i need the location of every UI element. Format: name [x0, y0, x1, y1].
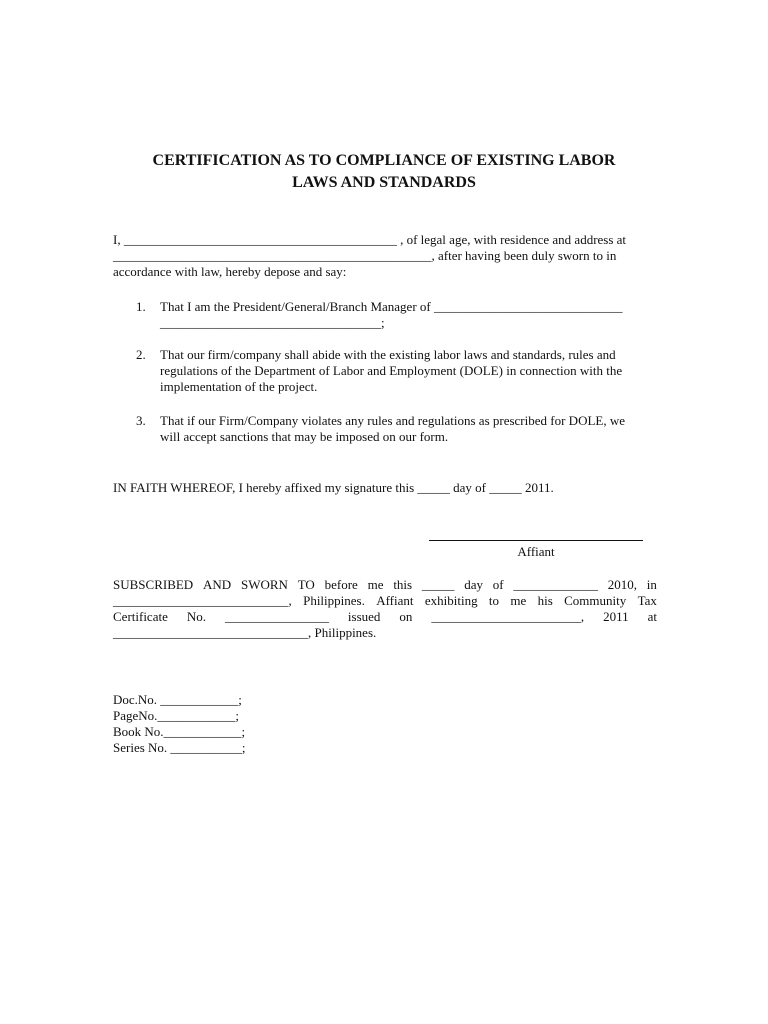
word: before	[324, 577, 358, 592]
list-number: 3.	[136, 413, 146, 428]
notary-details	[113, 692, 246, 756]
word: at	[647, 609, 657, 624]
intro-line-1: I, __________________________________________ , of legal age, with residence and address at	[113, 232, 627, 247]
list-item-text	[160, 347, 622, 395]
list-item-text	[160, 413, 625, 445]
list-number: 2.	[136, 347, 146, 362]
title-line-1: CERTIFICATION AS TO COMPLIANCE OF EXISTING LABOR	[152, 152, 616, 169]
list-item-line: That if our Firm/Company violates any rules and regulations as prescribed for DOLE, we	[160, 413, 625, 428]
word: 2010,	[607, 577, 637, 592]
document-title	[100, 150, 668, 194]
sworn-line-3	[113, 609, 657, 625]
word: TO	[297, 577, 315, 592]
intro-line-3: accordance with law, hereby depose and say:	[113, 264, 347, 279]
word: _______________________,	[431, 609, 585, 624]
word: Community	[564, 593, 627, 608]
series-number: Series No. ___________;	[113, 740, 246, 755]
word: on	[399, 609, 413, 624]
list-item-line: That our firm/company shall abide with the existing labor laws and standards, rules and	[160, 347, 616, 362]
word: SUBSCRIBED	[113, 577, 194, 592]
book-number: Book No.____________;	[113, 724, 246, 739]
word: issued	[347, 609, 381, 624]
list-item-line: regulations of the Department of Labor and Employment (DOLE) in connection with the	[160, 363, 623, 378]
word: ___________________________,	[113, 593, 292, 608]
list-item-line: will accept sanctions that may be imposed on our form.	[160, 429, 449, 444]
word: his	[537, 593, 553, 608]
sworn-line-2	[113, 593, 657, 609]
word: No.	[186, 609, 206, 624]
intro-paragraph	[113, 232, 653, 280]
word: Certificate	[113, 609, 168, 624]
word: in	[646, 577, 657, 592]
page-number: PageNo.____________;	[113, 708, 240, 723]
word: me	[367, 577, 384, 592]
signature-line	[429, 540, 643, 541]
title-line-2: LAWS AND STANDARDS	[292, 174, 476, 191]
word: 2011	[603, 609, 629, 624]
list-item-line: __________________________________;	[160, 315, 385, 330]
intro-line-2: _________________________________________________, after having been duly sworn to in	[113, 248, 617, 263]
list-item-line: That I am the President/General/Branch Manager of _____________________________	[160, 299, 623, 314]
word: Tax	[637, 593, 657, 608]
list-number: 1.	[136, 299, 146, 314]
word: Philippines.	[303, 593, 365, 608]
word: of	[492, 577, 504, 592]
word: to	[488, 593, 500, 608]
word: this	[393, 577, 413, 592]
list-item-text	[160, 299, 622, 331]
doc-number: Doc.No. ____________;	[113, 692, 242, 707]
word: Affiant	[376, 593, 414, 608]
list-item-line: implementation of the project.	[160, 379, 318, 394]
faith-statement: IN FAITH WHEREOF, I hereby affixed my signature this _____ day of _____ 2011.	[113, 480, 554, 495]
word: SWORN	[240, 577, 288, 592]
word: me	[510, 593, 527, 608]
affiant-label: Affiant	[517, 544, 555, 559]
word: AND	[203, 577, 232, 592]
word: ________________	[224, 609, 329, 624]
word: exhibiting	[424, 593, 478, 608]
sworn-paragraph	[113, 577, 657, 641]
word: _____	[421, 577, 455, 592]
sworn-line-1	[113, 577, 657, 593]
word: _____________	[513, 577, 598, 592]
word: day	[464, 577, 483, 592]
sworn-line-4: ______________________________, Philippines.	[113, 625, 377, 640]
